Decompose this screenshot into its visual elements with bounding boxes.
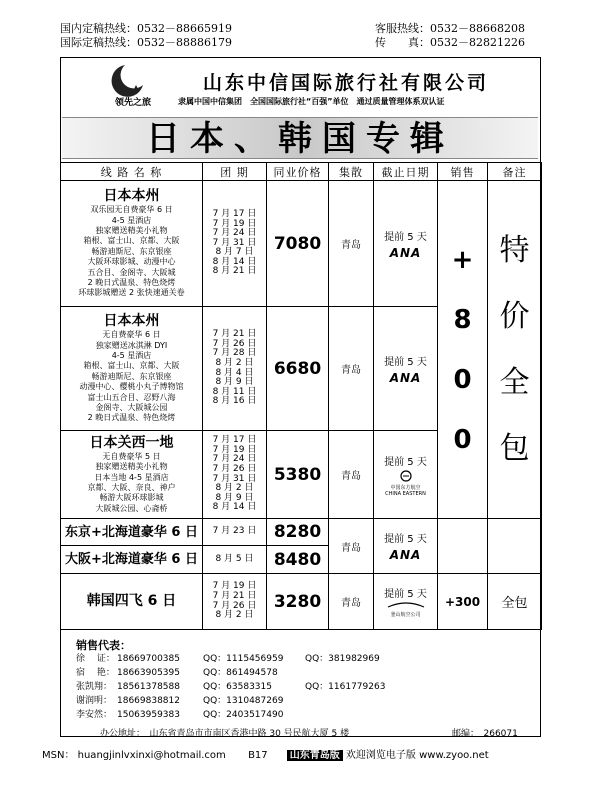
- rep-phones: [117, 652, 180, 722]
- rep-phone: 18663905395: [117, 668, 180, 678]
- date: 7 月 24 日: [212, 228, 257, 239]
- route-line: 金阁寺、大阪城公园: [95, 403, 168, 413]
- airline-name: 釜山航空公司: [390, 612, 421, 618]
- header-dates: 团 期: [203, 163, 267, 181]
- table-row: [61, 181, 542, 307]
- rep-phone: 15063959383: [117, 710, 180, 720]
- date: 8 月 11 日: [212, 386, 257, 397]
- note-char: 包: [499, 430, 530, 466]
- deadline-text: 提前 5 天: [384, 456, 427, 468]
- route-title: 日本本州: [103, 313, 160, 330]
- company-logo: [103, 61, 163, 109]
- sale-char: +: [451, 244, 474, 275]
- route-line: 独家赠送精美小礼物: [95, 462, 168, 472]
- route-place: 青岛: [329, 307, 374, 431]
- date: 7 月 24 日: [212, 454, 257, 465]
- note-char: 特: [499, 232, 530, 268]
- deadline-text: 提前 5 天: [384, 589, 427, 600]
- route-line: 畅游大阪环球影城: [99, 493, 164, 503]
- domestic-hotlines: [60, 22, 232, 50]
- route-place: 青岛: [329, 519, 374, 574]
- route-line: 4-5 星酒店: [111, 215, 152, 225]
- rep-qq: QQ：861494578: [203, 668, 278, 678]
- rep-name: 宿 艳：: [76, 668, 115, 678]
- date: 7 月 26 日: [212, 463, 257, 474]
- date: 7 月 17 日: [212, 435, 257, 446]
- route-price: 5380: [267, 431, 329, 519]
- postcode: 邮编： 266071: [452, 729, 518, 739]
- rep-phone: 18561378588: [117, 682, 180, 692]
- banner-title: 日本、韩国专辑: [146, 119, 454, 159]
- edition-tag: 山东青岛版: [287, 750, 343, 761]
- route-line: 箱根、富士山、京都、大阪: [83, 361, 180, 371]
- rep-qq: QQ：1310487269: [203, 696, 284, 706]
- header-note: 备注: [488, 163, 542, 181]
- route-line: 独家赠送冰淇淋 DYI: [95, 340, 168, 350]
- route-price: 8480: [267, 546, 329, 574]
- rep-qq2: [305, 652, 385, 722]
- date: 7 月 19 日: [212, 218, 257, 229]
- page-number: B17: [248, 750, 268, 761]
- ana-logo: ANA: [389, 245, 422, 260]
- date: 8 月 2 日: [215, 610, 254, 621]
- sale-char: 0: [453, 424, 472, 455]
- route-desc: [61, 181, 203, 307]
- route-line: 2 晚日式温泉、特色烧烤: [87, 278, 176, 288]
- route-note: 全包: [488, 574, 542, 630]
- note-char: 价: [499, 298, 530, 334]
- date: 7 月 26 日: [212, 338, 257, 349]
- date: 8 月 9 日: [215, 492, 254, 503]
- sale-cell-empty: [438, 519, 488, 574]
- route-line: 箱根、富士山、京都、大阪: [83, 236, 180, 246]
- route-line: 畅游迪斯尼、东京银座: [91, 371, 172, 381]
- route-deadline: [374, 431, 438, 519]
- rep-name: 李安然：: [76, 710, 113, 720]
- route-line: 环球影城赠送 2 张快速通关卷: [78, 288, 185, 298]
- route-sale: +300: [438, 574, 488, 630]
- route-dates: [203, 307, 267, 431]
- rep-qq: QQ：63583315: [203, 682, 272, 692]
- route-desc: [61, 574, 203, 630]
- date: 8 月 7 日: [215, 247, 254, 258]
- route-deadline: [374, 181, 438, 307]
- route-line: 4-5 星酒店: [111, 350, 152, 360]
- route-deadline: [374, 519, 438, 574]
- date: 8 月 2 日: [215, 483, 254, 494]
- route-title: 日本本州: [103, 188, 160, 205]
- service-hotlines: [375, 22, 525, 50]
- route-dates: 8 月 5 日: [203, 546, 267, 574]
- footer: [42, 746, 489, 761]
- route-title: 东京+北海道豪华 6 日: [65, 524, 198, 540]
- note-cell-empty: [488, 519, 542, 574]
- route-price: 7080: [267, 181, 329, 307]
- logo-text: 领先之旅: [114, 98, 152, 108]
- date: 8 月 4 日: [215, 367, 254, 378]
- rep-names: [76, 652, 115, 722]
- date: 7 月 21 日: [212, 590, 257, 601]
- route-dates: 7 月 23 日: [203, 519, 267, 546]
- route-desc: [61, 431, 203, 519]
- route-dates: [203, 431, 267, 519]
- route-title: 大阪+北海道豪华 6 日: [65, 552, 198, 567]
- domestic-hotline: 国内定稿热线：0532－88665919: [60, 22, 232, 35]
- rep-qq: [305, 666, 385, 680]
- intl-hotline: 国际定稿热线：0532－88886179: [60, 36, 232, 49]
- rep-name: 张凯翔：: [76, 682, 113, 692]
- sale-char: 8: [453, 304, 472, 335]
- date: 8 月 14 日: [212, 256, 257, 267]
- airline-name: 中国东方航空: [390, 484, 421, 491]
- route-table: [60, 162, 542, 630]
- route-line: 独家赠送精美小礼物: [95, 225, 168, 235]
- deadline-text: 提前 5 天: [384, 534, 427, 545]
- table-header-row: [61, 163, 542, 181]
- china-eastern-logo: [374, 470, 437, 497]
- ana-logo: ANA: [389, 370, 422, 385]
- route-price: 6680: [267, 307, 329, 431]
- route-place: 青岛: [329, 181, 374, 307]
- route-line: 2 晚日式温泉、特色烧烤: [87, 413, 176, 423]
- route-line: 五合目、金阁寺、大阪城: [87, 267, 176, 277]
- route-dates: [203, 181, 267, 307]
- date: 8 月 14 日: [212, 502, 257, 513]
- rep-qq1: [203, 652, 283, 722]
- sales-label: 销售代表：: [76, 639, 131, 652]
- fax-line: 传 真：0532－82821226: [375, 36, 525, 49]
- header-price: 同业价格: [267, 163, 329, 181]
- title-banner: [62, 117, 538, 159]
- note-char: 全: [499, 364, 530, 400]
- msn-contact: MSN： huangjinlvxinxi@hotmail.com: [42, 750, 226, 761]
- date: 7 月 26 日: [212, 600, 257, 611]
- date: 7 月 31 日: [212, 473, 257, 484]
- date: 8 月 2 日: [215, 357, 254, 368]
- date: 7 月 21 日: [212, 329, 257, 340]
- air-busan-logo: [374, 601, 437, 618]
- header-route: 线 路 名 称: [61, 163, 203, 181]
- deadline-text: 提前 5 天: [384, 356, 427, 368]
- deadline-text: 提前 5 天: [384, 231, 427, 243]
- header-sale: 销售: [438, 163, 488, 181]
- date: 7 月 19 日: [212, 581, 257, 592]
- route-line: 动漫中心、樱桃小丸子博物馆: [79, 382, 184, 392]
- date: 8 月 9 日: [215, 377, 254, 388]
- header-place: 集散: [329, 163, 374, 181]
- rep-name: 徐 证：: [76, 654, 115, 664]
- route-deadline: [374, 307, 438, 431]
- company-name: 山东中信国际旅行社有限公司: [203, 72, 490, 94]
- route-line: 日本当地 4-5 星酒店: [94, 472, 169, 482]
- route-place: 青岛: [329, 574, 374, 630]
- service-hotline: 客服热线：0532－88668208: [375, 22, 525, 35]
- route-title: 韩国四飞 6 日: [86, 593, 177, 609]
- rep-phone: 18669838812: [117, 696, 180, 706]
- ana-logo: ANA: [389, 548, 422, 562]
- date: 8 月 16 日: [212, 396, 257, 407]
- route-line: 富士山五合目、忍野八海: [87, 392, 176, 402]
- route-title: 日本关西一地: [89, 434, 174, 451]
- china-eastern-icon: [399, 470, 413, 482]
- route-line: 京都、大阪、奈良、神户: [87, 483, 176, 492]
- date: 7 月 19 日: [212, 444, 257, 455]
- company-slogan: 隶属中国中信集团 全国国际旅行社“百强”单位 通过质量管理体系双认证: [178, 97, 445, 106]
- route-desc: [61, 307, 203, 431]
- sale-cell: [438, 181, 488, 519]
- rep-qq: QQ：2403517490: [203, 710, 284, 720]
- airline-name-en: CHINA EASTERN: [385, 490, 426, 497]
- route-price: 8280: [267, 519, 329, 546]
- header-deadline: 截止日期: [374, 163, 438, 181]
- route-price: 3280: [267, 574, 329, 630]
- route-line: 大阪城公园、心斋桥: [95, 503, 168, 513]
- route-place: 青岛: [329, 431, 374, 519]
- table-row: [61, 574, 542, 630]
- sale-char: 0: [453, 364, 472, 395]
- note-cell: [488, 181, 542, 519]
- rep-qq: [305, 694, 385, 708]
- air-busan-icon: [386, 601, 426, 609]
- date: 7 月 31 日: [212, 237, 257, 248]
- rep-qq: QQ：1115456959: [203, 654, 284, 664]
- route-line: 大阪环球影城、动漫中心: [87, 257, 176, 267]
- route-line: 双乐园无自费豪华 6 日: [90, 205, 173, 215]
- date: 7 月 17 日: [212, 208, 257, 219]
- rep-qq: QQ：1161779263: [305, 682, 386, 692]
- route-desc: [61, 546, 203, 574]
- route-dates: [203, 574, 267, 630]
- rep-qq: [305, 708, 385, 722]
- table-row: [61, 519, 542, 546]
- date: 8 月 21 日: [212, 266, 257, 277]
- route-line: 无自费豪华 5 日: [102, 451, 161, 461]
- route-deadline: [374, 574, 438, 630]
- rep-phone: 18669700385: [117, 654, 180, 664]
- rep-qq: QQ：381982969: [305, 654, 380, 664]
- office-address: 办公地址： 山东省青岛市市南区香港中路 30 号民航大厦 5 楼: [100, 729, 350, 739]
- route-line: 无自费豪华 6 日: [102, 330, 161, 340]
- route-line: 畅游迪斯尼、东京银座: [91, 246, 172, 256]
- footer-text: 欢迎浏览电子版 www.zyoo.net: [345, 750, 489, 761]
- date: 7 月 28 日: [212, 348, 257, 359]
- route-desc: [61, 519, 203, 546]
- rep-name: 谢润明：: [76, 696, 113, 706]
